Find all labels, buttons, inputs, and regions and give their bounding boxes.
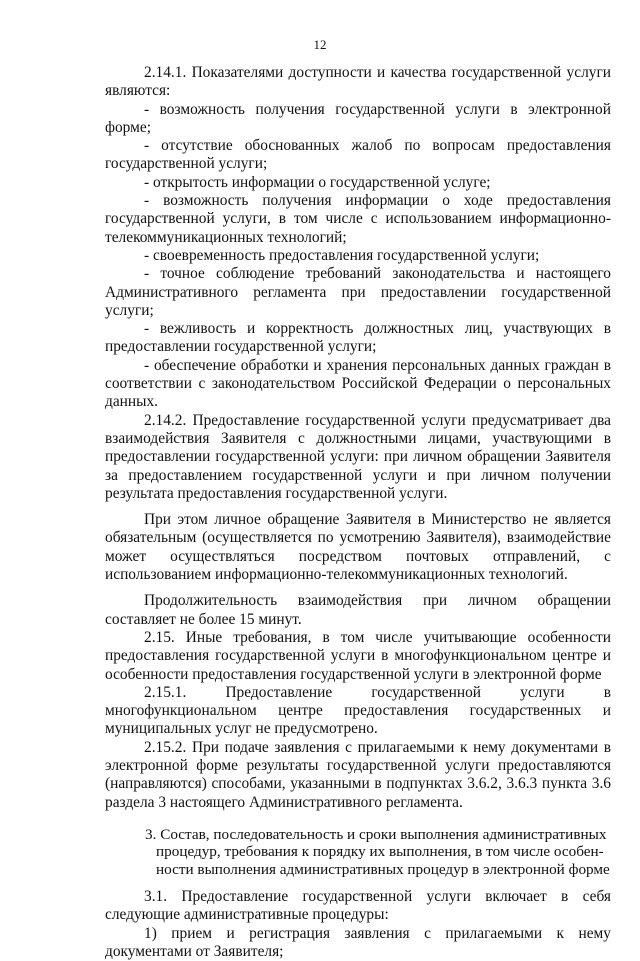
paragraph-2-14-2: 2.14.2. Предоставление государственной услуги предусматривает два взаимодействия Заявителя с должностными лицами, участвующими в предоставлении государственной услуги: при личном обращении Заявителя за предоставлением государственной услуги и при личном получении результата предоставления государственной услуги. [105, 411, 611, 502]
list-item-timeliness: - своевременность предоставления государственной услуги; [144, 246, 540, 264]
paragraph-2-14-1: 2.14.1. Показателями доступности и качества государственной услуги являются: [105, 64, 611, 100]
list-item-reception-registration: 1) прием и регистрация заявления с прилагаемыми к нему документами от Заявителя; [105, 924, 611, 960]
list-item-politeness: - вежливость и корректность должностных лиц, участвующих в предоставлении государственной услуги; [105, 320, 611, 356]
list-item-openness: - открытость информации о государственной услуге; [144, 173, 491, 191]
paragraph-2-15: 2.15. Иные требования, в том числе учитывающие особенности предоставления государственной услуги в многофункциональном центре и особенности предоставления государственной услуги в электронной форме [105, 628, 611, 683]
list-item-no-complaints: - отсутствие обоснованных жалоб по вопросам предоставления государственной услуги; [105, 137, 611, 173]
paragraph-personal-appeal: При этом личное обращение Заявителя в Министерство не является обязательным (осуществляется по усмотрению Заявителя), взаимодействие может осуществляться посредством почтовых отправлений, с использованием информационно-телекоммуникационных технологий. [105, 511, 611, 584]
paragraph-duration: Продолжительность взаимодействия при личном обращении составляет не более 15 минут. [105, 592, 611, 628]
list-item-electronic-form: - возможность получения государственной услуги в электронной форме; [105, 100, 611, 136]
section-3-heading [105, 826, 611, 878]
page-number: 12 [313, 37, 327, 52]
list-item-personal-data: - обеспечение обработки и хранения персональных данных граждан в соответствии с законодательством Российской Федерации о персональных данных. [105, 356, 611, 411]
section-heading-line-2: процедур, требования к порядку их выполнения, в том числе особен- [156, 843, 604, 861]
paragraph-3-1: 3.1. Предоставление государственной услуги включает в себя следующие административные процедуры: [105, 888, 611, 924]
list-item-compliance: - точное соблюдение требований законодательства и настоящего Административного регламента при предоставлении государственной услуги; [105, 265, 611, 319]
list-item-progress-info: - возможность получения информации о ходе предоставления государственной услуги, в том числе с использованием информационно-телекоммуникационных технологий; [105, 192, 611, 246]
paragraph-2-15-2: 2.15.2. При подаче заявления с прилагаемыми к нему документами в электронной форме результаты государственной услуги предоставляются (направляются) способами, указанными в подпунктах 3.6.2, 3.6.3 пункта 3.6 раздела 3 настоящего Административного регламента. [105, 738, 611, 811]
paragraph-2-15-1: 2.15.1. Предоставление государственной услуги в многофункциональном центре предоставления государственных и муниципальных услуг не предусмотрено. [105, 683, 611, 738]
section-heading-line-1: 3. Состав, последовательность и сроки выполнения административных [145, 825, 607, 843]
document-body [105, 64, 611, 961]
section-heading-line-3: ности выполнения административных процедур в электронной форме [156, 860, 610, 878]
